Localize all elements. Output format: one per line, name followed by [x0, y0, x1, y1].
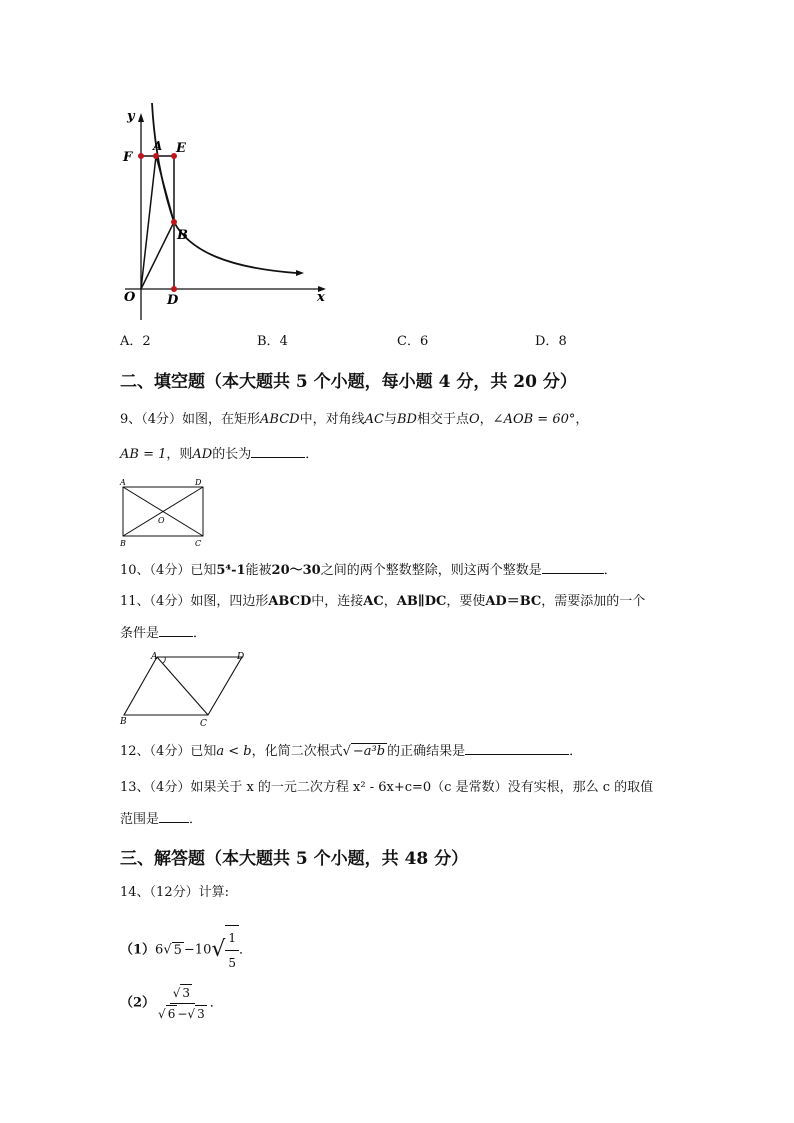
y-axis-arrow: [138, 113, 144, 122]
choice-b[interactable]: B．4: [257, 334, 288, 349]
segment-OA: [141, 156, 156, 289]
label-O: O: [124, 290, 136, 305]
choice-a[interactable]: A．2: [120, 334, 151, 349]
sqrt-symbol: √: [211, 937, 226, 962]
rect-label-A: A: [120, 478, 126, 487]
para-label-D: D: [237, 652, 245, 662]
q11-answer-blank[interactable]: [159, 624, 193, 637]
rect-label-O: O: [158, 516, 165, 525]
q13-line1: 13、（4分）如果关于 x 的一元二次方程 x² - 6x+c=0（c 是常数）没有实根，那么 c 的取值: [120, 780, 654, 795]
point-F: [138, 153, 144, 159]
parallelogram-figure: [116, 648, 256, 728]
para-label-C: C: [200, 719, 207, 728]
point-D: [171, 286, 177, 292]
sqrt-symbol: √: [342, 744, 351, 759]
section-3-heading: 三、解答题（本大题共 5 个小题，共 48 分）: [120, 849, 469, 869]
q9-line1: 9、（4分）如图，在矩形ABCD中，对角线AC与BD相交于点O，∠AOB = 60°，: [120, 412, 589, 427]
q11-line1: 11、（4分）如图，四边形ABCD中，连接AC，AB∥DC，要使AD＝BC，需要添加的一个: [120, 594, 646, 609]
point-A: [153, 153, 159, 159]
label-E: E: [176, 141, 186, 156]
q9-answer-blank[interactable]: [251, 445, 305, 458]
label-A: A: [153, 139, 163, 153]
para-label-A: A: [151, 652, 158, 662]
point-B: [171, 219, 177, 225]
q14-title: 14、（12分）计算:: [120, 885, 229, 900]
rect-label-D: D: [195, 478, 202, 487]
label-x: x: [317, 290, 325, 305]
curve-arrow: [296, 270, 304, 276]
hyperbola-figure: [108, 100, 338, 320]
choice-d[interactable]: D．8: [535, 334, 567, 349]
q9-line2: AB = 1，则AD的长为 ．: [120, 447, 319, 462]
q14-part2: （2） $\frac{√ 3}{√ 6 -√ 3}$ ．: [120, 983, 223, 1024]
q13-line2: 范围是 ．: [120, 812, 203, 827]
q12: 12、（4分）已知a < b，化简二次根式√ −a³b 的正确结果是 ．: [120, 744, 583, 759]
sqrt-symbol: √: [163, 942, 172, 958]
choice-c[interactable]: C．6: [397, 334, 429, 349]
label-F: F: [123, 150, 133, 165]
rect-label-B: B: [120, 539, 126, 548]
q10: 10、（4分）已知5⁴-1能被20～30之间的两个整数整除，则这两个整数是 ．: [120, 563, 617, 578]
q13-answer-blank[interactable]: [159, 810, 189, 823]
q14-part1: （1）6√ 5 −10√ $\frac{1}{5}$ ．: [120, 925, 252, 975]
rectangle-figure: [114, 476, 214, 548]
q10-answer-blank[interactable]: [542, 561, 604, 574]
answer-choices: [120, 330, 640, 350]
q11-line2: 条件是 ．: [120, 626, 207, 641]
q12-answer-blank[interactable]: [465, 742, 569, 755]
para-label-B: B: [120, 717, 127, 727]
label-D: D: [167, 293, 179, 308]
segment-AB: [156, 156, 174, 222]
section-2-heading: 二、填空题（本大题共 5 个小题，每小题 4 分，共 20 分）: [120, 372, 577, 392]
rect-label-C: C: [195, 539, 202, 548]
q14-part2-fraction: $\frac{√ 3}{√ 6 -√ 3}$: [155, 983, 210, 1024]
segment-OB: [141, 222, 174, 289]
label-B: B: [177, 228, 188, 243]
label-y: y: [127, 109, 135, 124]
